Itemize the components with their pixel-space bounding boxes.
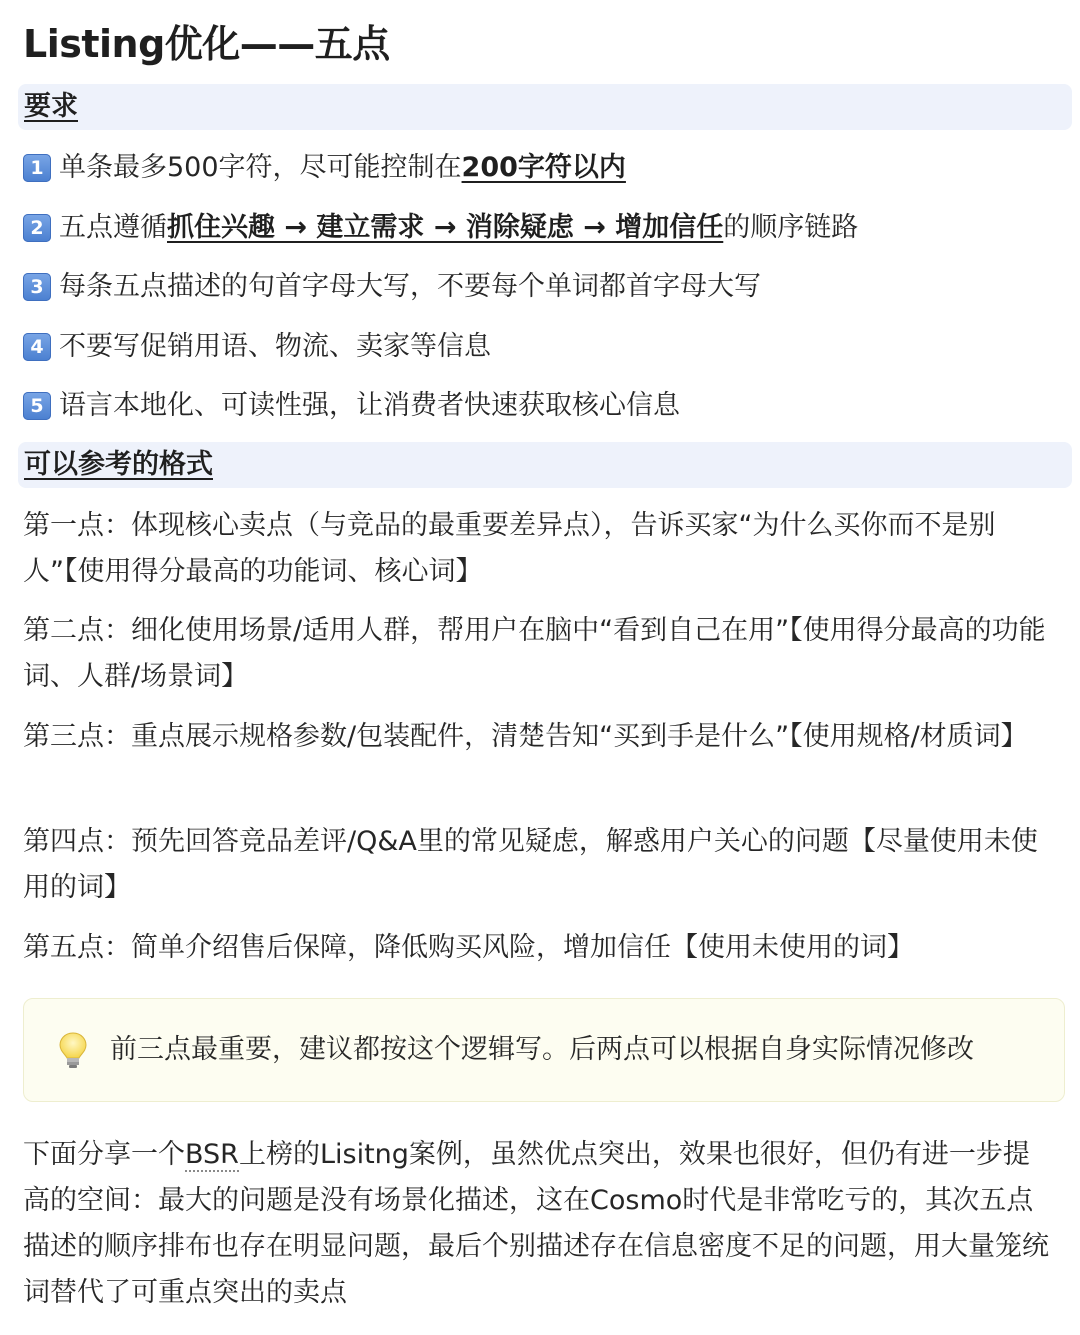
requirement-text: 每条五点描述的句首字母大写，不要每个单词都首字母大写	[59, 271, 761, 302]
requirement-text: 语言本地化、可读性强，让消费者快速获取核心信息	[59, 390, 680, 421]
requirement-item-3	[23, 269, 761, 305]
footer-text-after: 上榜的Lisitng案例，虽然优点突出，效果也很好，但仍有进一步提高的空间：最大的问题是没有场景化描述，这在Cosmo时代是非常吃亏的，其次五点描述的顺序排布也存在明显问题，最后个别描述存在信息密度不足的问题，用大量笼统词替代了可重点突出的卖点	[23, 1139, 1049, 1308]
footer-paragraph	[23, 1132, 1053, 1316]
section-header-format	[18, 442, 1072, 488]
requirement-item-5	[23, 388, 680, 424]
tip-callout	[23, 998, 1065, 1102]
format-point-1: 第一点：体现核心卖点（与竞品的最重要差异点），告诉买家“为什么买你而不是别人”【使用得分最高的功能词、核心词】	[23, 510, 996, 587]
requirement-text-tail: 的顺序链路	[723, 212, 859, 243]
requirement-item-1	[23, 150, 626, 186]
number-5-icon: 5	[23, 392, 51, 420]
lightbulb-icon	[58, 1031, 88, 1071]
requirement-item-4	[23, 329, 491, 365]
number-1-icon: 1	[23, 154, 51, 182]
page-title: Listing优化——五点	[23, 22, 390, 66]
section-header-requirements	[18, 84, 1072, 130]
format-point-4: 第四点：预先回答竞品差评/Q&A里的常见疑虑，解惑用户关心的问题【尽量使用未使用的词】	[23, 826, 1038, 903]
format-point-3: 第三点：重点展示规格参数/包装配件，清楚告知“买到手是什么”【使用规格/材质词】	[23, 721, 1028, 752]
section-title: 要求	[24, 91, 78, 122]
number-2-icon: 2	[23, 214, 51, 242]
requirement-emphasis: 抓住兴趣 → 建立需求 → 消除疑虑 → 增加信任	[167, 212, 724, 243]
requirement-item-2	[23, 210, 858, 246]
footer-text-before: 下面分享一个	[23, 1139, 185, 1170]
requirement-text: 单条最多500字符，尽可能控制在	[59, 152, 462, 183]
format-point-2: 第二点：细化使用场景/适用人群，帮用户在脑中“看到自己在用”【使用得分最高的功能词、人群/场景词】	[23, 615, 1046, 692]
format-point-5: 第五点：简单介绍售后保障，降低购买风险，增加信任【使用未使用的词】	[23, 932, 914, 963]
tip-text: 前三点最重要，建议都按这个逻辑写。后两点可以根据自身实际情况修改	[110, 1034, 974, 1065]
bsr-term: BSR	[185, 1139, 239, 1170]
requirement-text: 五点遵循	[59, 212, 167, 243]
number-4-icon: 4	[23, 333, 51, 361]
requirement-emphasis: 200字符以内	[461, 152, 626, 183]
section-title: 可以参考的格式	[24, 449, 213, 480]
number-3-icon: 3	[23, 273, 51, 301]
requirement-text: 不要写促销用语、物流、卖家等信息	[59, 331, 491, 362]
